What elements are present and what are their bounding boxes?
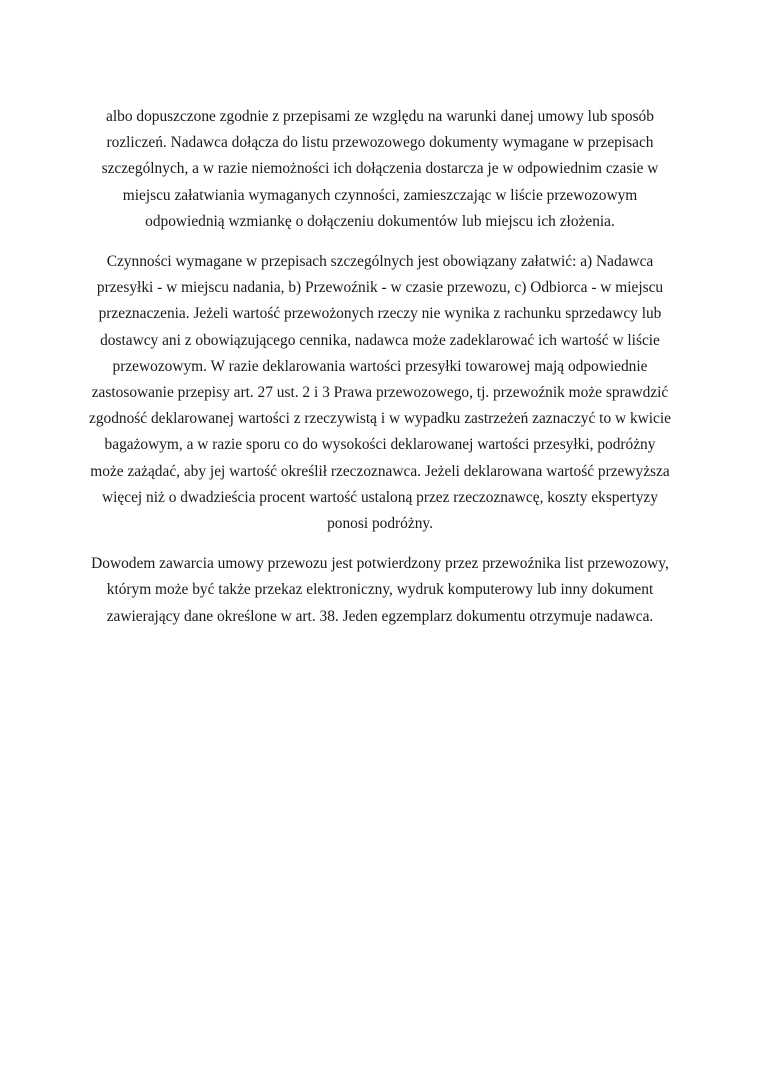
- paragraph-1-line: rozliczeń. Nadawca dołącza do listu przewozowego dokumenty wymagane w przepisach: [106, 134, 654, 152]
- paragraph-1-line: szczególnych, a w razie niemożności ich dołączenia dostarcza je w odpowiednim czasie w: [101, 160, 659, 178]
- paragraph-2-line: dostawcy ani z obowiązującego cennika, nadawca może zadeklarować ich wartość w liście: [100, 331, 660, 349]
- paragraph-2-line: przewozowym. W razie deklarowania wartości przesyłki towarowej mają odpowiednie: [112, 357, 648, 375]
- paragraph-1-line: odpowiednią wzmiankę o dołączeniu dokumentów lub miejscu ich złożenia.: [145, 212, 615, 230]
- paragraph-2-line: przesyłki - w miejscu nadania, b) Przewoźnik - w czasie przewozu, c) Odbiorca - w miejscu: [96, 279, 664, 297]
- paragraph-2-line: zgodność deklarowanej wartości z rzeczywistą i w wypadku zastrzeżeń zaznaczyć to w kwicie: [88, 410, 671, 428]
- paragraph-2-line: bagażowym, a w razie sporu co do wysokości deklarowanej wartości przesyłki, podróżny: [104, 436, 656, 454]
- paragraph-3: [80, 551, 680, 630]
- paragraph-1-line: miejscu załatwiania wymaganych czynności, zamieszczając w liście przewozowym: [122, 186, 638, 204]
- paragraph-2-line: Czynności wymagane w przepisach szczególnych jest obowiązany załatwić: a) Nadawca: [106, 253, 654, 271]
- paragraph-1: [80, 104, 680, 235]
- paragraph-2-line: ponosi podróżny.: [327, 515, 433, 533]
- paragraph-1-line: albo dopuszczone zgodnie z przepisami ze względu na warunki danej umowy lub sposób: [106, 108, 654, 125]
- paragraph-3-line: zawierający dane określone w art. 38. Jeden egzemplarz dokumentu otrzymuje nadawca.: [106, 607, 654, 625]
- paragraph-2-line: zastosowanie przepisy art. 27 ust. 2 i 3 Prawa przewozowego, tj. przewoźnik może sprawdzić: [91, 384, 669, 402]
- paragraph-3-line: Dowodem zawarcia umowy przewozu jest potwierdzony przez przewoźnika list przewozowy,: [91, 555, 669, 573]
- paragraph-2: [80, 249, 680, 537]
- document-body: [80, 104, 680, 644]
- paragraph-2-line: przeznaczenia. Jeżeli wartość przewożonych rzeczy nie wynika z rachunku sprzedawcy lub: [98, 305, 662, 323]
- paragraph-2-line: może zażądać, aby jej wartość określił rzeczoznawca. Jeżeli deklarowana wartość przewyższa: [90, 462, 670, 480]
- paragraph-3-line: którym może być także przekaz elektroniczny, wydruk komputerowy lub inny dokument: [106, 581, 654, 599]
- paragraph-2-line: więcej niż o dwadzieścia procent wartość ustaloną przez rzeczoznawcę, koszty ekspertyzy: [102, 488, 658, 506]
